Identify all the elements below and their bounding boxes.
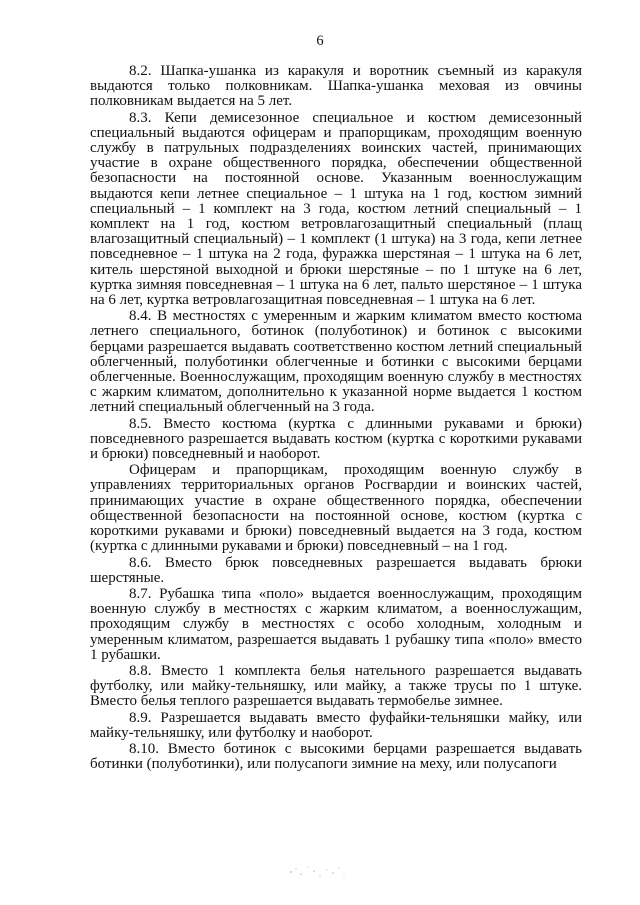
paragraph-8-5-officers: Офицерам и прапорщикам, проходящим военную службу в управлениях территориальных органов Росгвардии и воинских частей, принимающих участие в охране общественного порядка, обеспечении общественной безопасности на постоянной основе, костюм (куртка с короткими рукавами и брюки) повседневный выдается на 3 года, костюм (куртка с длинными рукавами и брюки) повседневный – на 1 год. xyxy=(90,462,582,555)
paragraph-8-4: 8.4. В местностях с умеренным и жарким климатом вместо костюма летнего специального, ботинок (полуботинок) и ботинок с высокими берцами разрешается выдавать соответственно костюм летний специальный облегченный, полуботинки облегченные и ботинки с высокими берцами облегченные. Военнослужащим, проходящим военную службу в местностях с жарким климатом, дополнительно к указанной норме выдается 1 костюм летний специальный облегченный на 3 года. xyxy=(90,308,582,416)
page-number: 6 xyxy=(316,33,324,49)
paragraph-8-3: 8.3. Кепи демисезонное специальное и костюм демисезонный специальный выдаются офицерам и прапорщикам, проходящим военную службу в патрульных подразделениях воинских частей, принимающих участие в охране общественного порядка, обеспечении общественной безопасности на постоянной основе. Указанным военнослужащим выдаются кепи летнее специальное – 1 штука на 1 год, костюм зимний специальный – 1 комплект на 3 года, костюм летний специальный – 1 комплект на 1 год, костюм ветровлагозащитный специальный (плащ влагозащитный специальный) – 1 комплект (1 штука) на 3 года, кепи летнее повседневное – 1 штука на 2 года, фуражка шерстяная – 1 штука на 6 лет, китель шерстяной выходной и брюки шерстяные – по 1 штуке на 6 лет, куртка зимняя повседневная – 1 штука на 6 лет, пальто шерстяное – 1 штука на 6 лет, куртка ветровлагозащитная повседневная – 1 штука на 6 лет. xyxy=(90,109,582,309)
paragraph-8-7: 8.7. Рубашка типа «поло» выдается военнослужащим, проходящим военную службу в местностях с жарким климатом, а военнослужащим, проходящим службу в местностях с особо холодным, холодным и умеренным климатом, разрешается выдавать 1 рубашку типа «поло» вместо 1 рубашки. xyxy=(90,585,582,663)
paragraph-8-8: 8.8. Вместо 1 комплекта белья нательного разрешается выдавать футболку, или майку-тельняшку, или майку, а также трусы по 1 штуке. Вместо белья теплого разрешается выдавать термобелье зимнее. xyxy=(90,662,582,710)
paragraph-8-10: 8.10. Вместо ботинок с высокими берцами разрешается выдавать ботинки (полуботинки), или полусапоги зимние на меху, или полусапоги xyxy=(90,740,582,773)
scan-smudge xyxy=(283,858,353,886)
paragraph-8-2: 8.2. Шапка-ушанка из каракуля и воротник съемный из каракуля выдаются только полковникам. Шапка-ушанка меховая из овчины полковникам выдается на 5 лет. xyxy=(90,63,582,110)
paragraph-8-5: 8.5. Вместо костюма (куртка с длинными рукавами и брюки) повседневного разрешается выдавать костюм (куртка с короткими рукавами и брюки) повседневный и наоборот. xyxy=(90,415,582,463)
document-body xyxy=(90,64,582,772)
paragraph-8-6: 8.6. Вместо брюк повседневных разрешается выдавать брюки шерстяные. xyxy=(90,554,582,586)
paragraph-8-9: 8.9. Разрешается выдавать вместо фуфайки-тельняшки майку, или майку-тельняшку, или футболку и наоборот. xyxy=(90,709,582,741)
